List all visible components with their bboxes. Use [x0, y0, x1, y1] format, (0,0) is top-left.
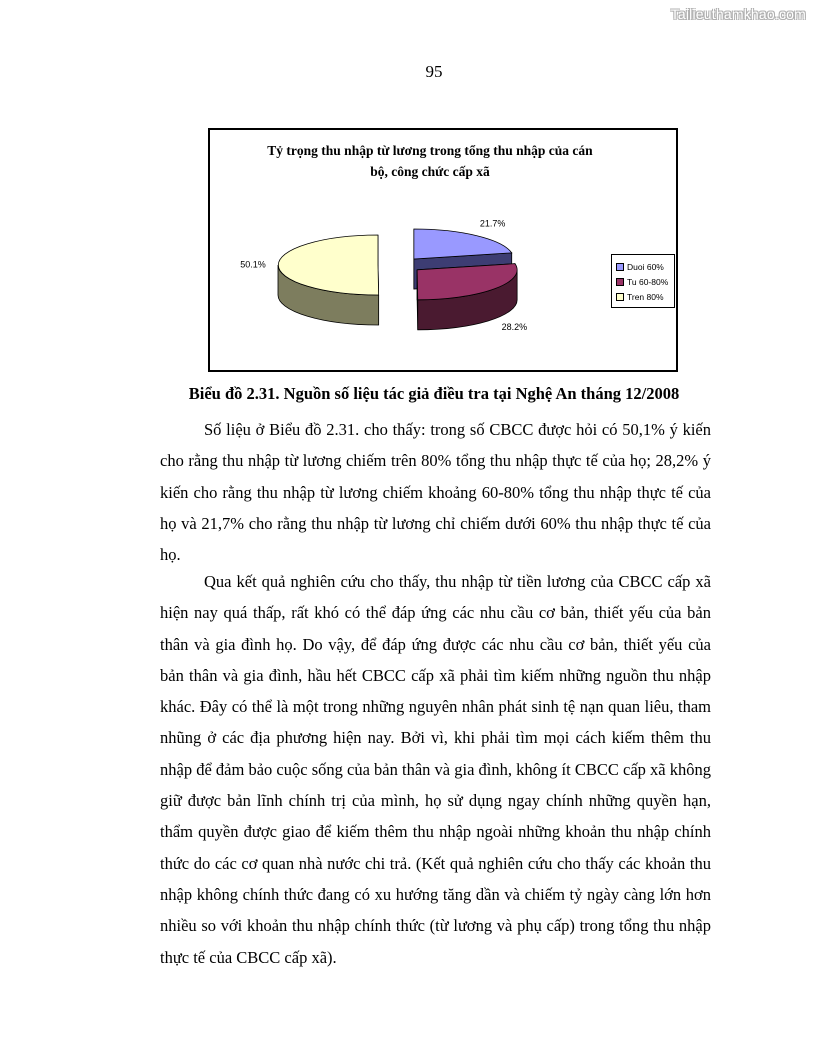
chart-title-line-1: Tỷ trọng thu nhập từ lương trong tổng thu nhập của cán: [267, 143, 593, 158]
legend-label: Duoi 60%: [627, 261, 664, 272]
chart-title-line-2: bộ, công chức cấp xã: [370, 164, 490, 179]
data-label: 50.1%: [240, 259, 266, 270]
legend-item: [616, 259, 674, 274]
legend-swatch: [616, 263, 624, 271]
data-label: 28.2%: [501, 321, 528, 332]
chart-legend: [611, 254, 675, 308]
watermark: Tailieuthamkhao.com: [670, 6, 806, 22]
page-number: 95: [425, 62, 443, 81]
chart-caption: Biểu đồ 2.31. Nguồn số liệu tác giả điều tra tại Nghệ An tháng 12/2008: [188, 384, 680, 403]
legend-item: [616, 289, 674, 304]
legend-label: Tu 60-80%: [627, 276, 669, 287]
legend-swatch: [616, 293, 624, 301]
legend-label: Tren 80%: [627, 291, 664, 302]
pie-slice-tren-80-: [278, 235, 379, 325]
legend-swatch: [616, 278, 624, 286]
body-paragraph: Số liệu ở Biểu đồ 2.31. cho thấy: trong số CBCC được hỏi có 50,1% ý kiến cho rằng thu nhập từ lương chiếm trên 80% tổng thu nhập thực tế của họ; 28,2% ý kiến cho rằng thu nhập từ lương chiếm khoảng 60-80% tổng thu nhập thực tế của họ và 21,7% cho rằng thu nhập từ lương chỉ chiếm dưới 60% thu nhập thực tế của họ.: [160, 420, 711, 565]
data-label: 21.7%: [479, 218, 506, 229]
pie-slice-tu-60-80-: [417, 264, 517, 330]
pie-plot-area: [210, 130, 676, 370]
body-paragraph: Qua kết quả nghiên cứu cho thấy, thu nhập từ tiền lương của CBCC cấp xã hiện nay quá thấp, rất khó có thể đáp ứng các nhu cầu cơ bản, thiết yếu của bản thân và gia đình họ. Do vậy, để đáp ứng được các nhu cầu cơ bản, thiết yếu của bản thân và gia đình, hầu hết CBCC cấp xã phải tìm kiếm những nguồn thu nhập khác. Đây có thể là một trong những nguyên nhân phát sinh tệ nạn quan liêu, tham nhũng ở các địa phương hiện nay. Bởi vì, khi phải tìm mọi cách kiếm thêm thu nhập để đảm bảo cuộc sống của bản thân và gia đình, không ít CBCC cấp xã không giữ được bản lĩnh chính trị của mình, họ sử dụng ngay chính những quyền hạn, thẩm quyền được giao để kiếm thêm thu nhập ngoài những khoản thu nhập chính thức do các cơ quan nhà nước chi trả. (Kết quả nghiên cứu cho thấy các khoản thu nhập không chính thức đang có xu hướng tăng dần và chiếm tỷ ngày càng lớn hơn nhiều so với khoản thu nhập chính thức (từ lương và phụ cấp) trong tổng thu nhập thực tế của CBCC cấp xã).: [160, 572, 711, 967]
pie-chart: [208, 128, 678, 372]
legend-item: [616, 274, 674, 289]
